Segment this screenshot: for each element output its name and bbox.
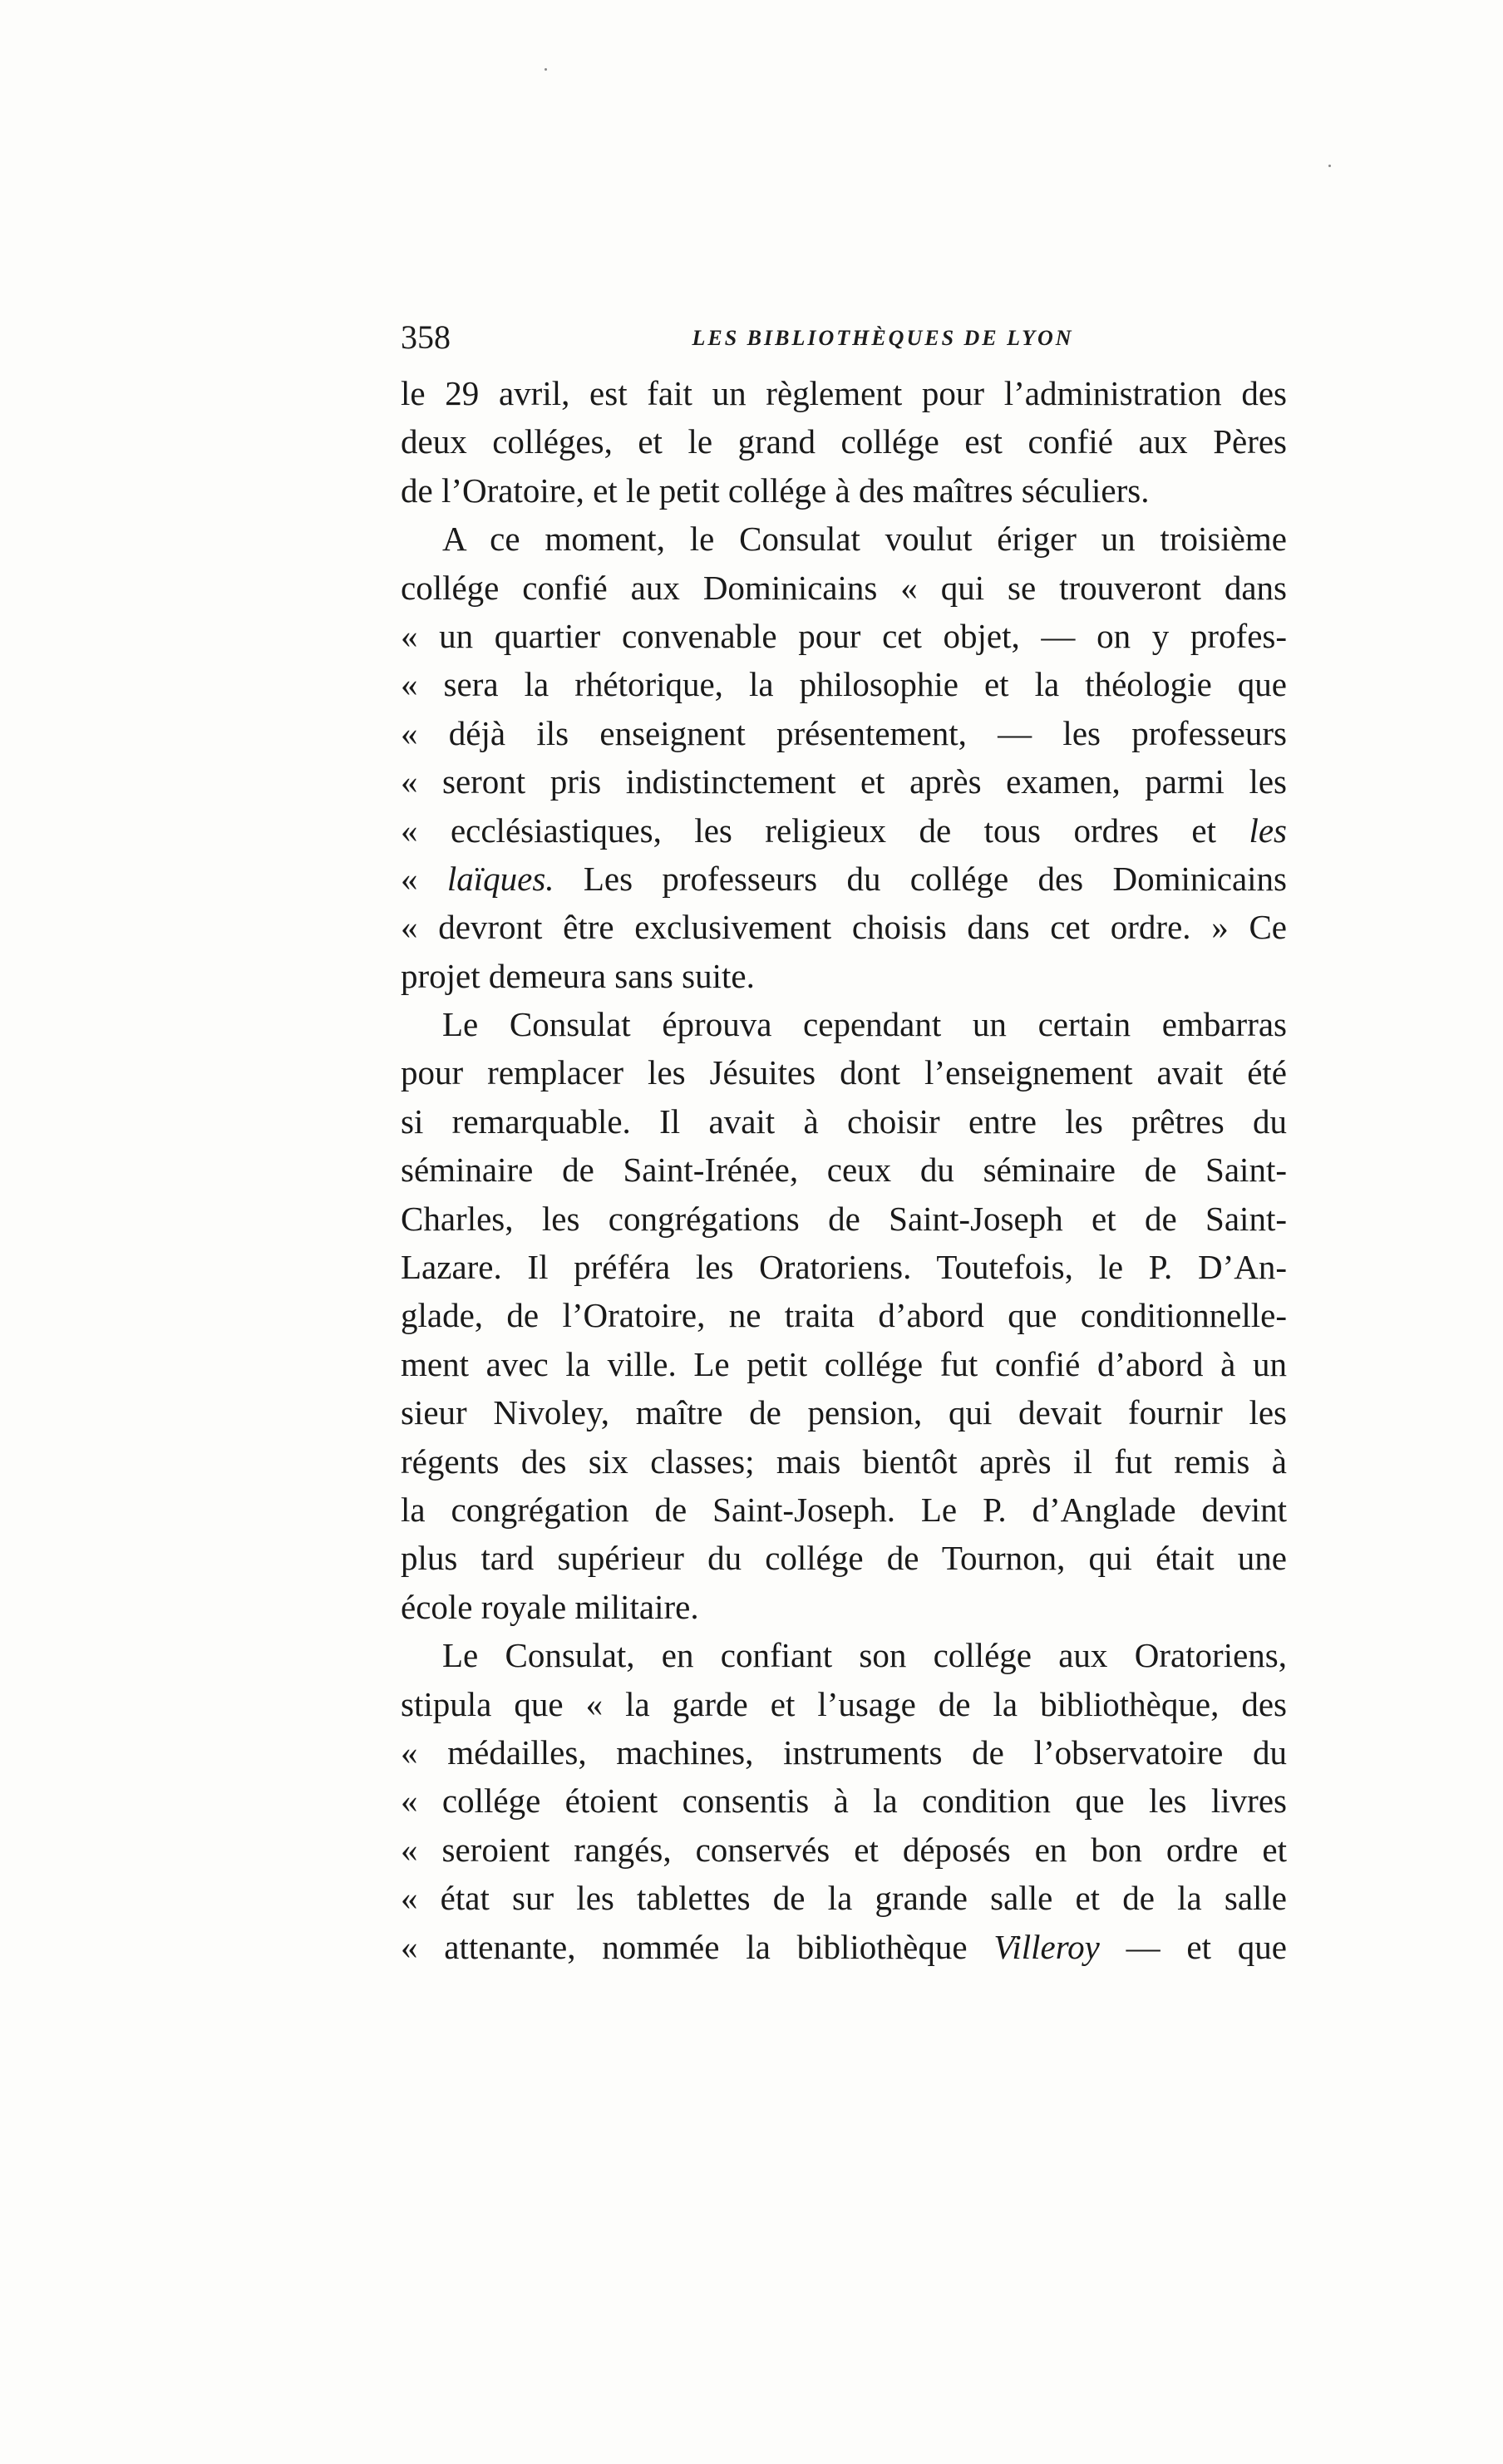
text-line: Charles, les congrégations de Saint-Joseph et de Saint- xyxy=(401,1199,1287,1238)
italic-word: laïques. xyxy=(446,859,554,898)
text-line: « médailles, machines, instruments de l’observatoire du xyxy=(401,1732,1287,1772)
text-line: sieur Nivoley, maître de pension, qui devait fournir les xyxy=(401,1393,1287,1432)
text-line: école royale militaire. xyxy=(401,1587,699,1626)
text-line: collége confié aux Dominicains « qui se trouveront dans xyxy=(401,568,1287,607)
text-line: glade, de l’Oratoire, ne traita d’abord que conditionnelle- xyxy=(401,1296,1287,1335)
text-line: Le Consulat éprouva cependant un certain embarras xyxy=(442,1005,1287,1044)
text-line: « déjà ils enseignent présentement, — les professeurs xyxy=(401,713,1287,752)
text-line: ment avec la ville. Le petit collége fut confié d’abord à un xyxy=(401,1344,1287,1383)
text-line: plus tard supérieur du collége de Tournon, qui était une xyxy=(401,1539,1287,1578)
text-line: « seront pris indistinctement et après examen, parmi les xyxy=(401,762,1287,801)
italic-word: les xyxy=(1249,811,1287,850)
text-line: pour remplacer les Jésuites dont l’enseignement avait été xyxy=(401,1053,1287,1092)
text-line: « état sur les tablettes de la grande salle et de la salle xyxy=(401,1879,1287,1918)
text-line: de l’Oratoire, et le petit collége à des maîtres séculiers. xyxy=(401,471,1150,510)
text-line: « sera la rhétorique, la philosophie et la théologie que xyxy=(401,665,1287,704)
text-line: le 29 avril, est fait un règlement pour l’administration des xyxy=(401,374,1287,412)
running-title: LES BIBLIOTHÈQUES DE LYON xyxy=(692,326,1074,350)
text-line: Lazare. Il préféra les Oratoriens. Toutefois, le P. D’An- xyxy=(401,1248,1287,1287)
text-line: stipula que « la garde et l’usage de la bibliothèque, des xyxy=(401,1684,1287,1723)
text-line: deux colléges, et le grand collége est confié aux Pères xyxy=(401,422,1287,461)
text-line: Le Consulat, en confiant son collége aux Oratoriens, xyxy=(442,1636,1287,1675)
running-head xyxy=(401,318,1290,367)
text-line: « un quartier convenable pour cet objet, — on y profes- xyxy=(401,616,1287,655)
italic-word: Villeroy xyxy=(993,1927,1100,1966)
text-line: « attenante, nommée la bibliothèque Villeroy — et que xyxy=(401,1927,1287,1966)
scan-speck xyxy=(545,68,547,71)
text-line: séminaire de Saint-Irénée, ceux du séminaire de Saint- xyxy=(401,1151,1287,1190)
scan-speck xyxy=(1328,165,1331,167)
page-number: 358 xyxy=(401,318,451,356)
text-line: régents des six classes; mais bientôt après il fut remis à xyxy=(401,1441,1287,1481)
text-line: projet demeura sans suite. xyxy=(401,956,755,995)
text-line: si remarquable. Il avait à choisir entre les prêtres du xyxy=(401,1101,1287,1141)
body-text xyxy=(401,369,1287,1971)
text-line: « devront être exclusivement choisis dans cet ordre. » Ce xyxy=(401,908,1287,947)
text-line: A ce moment, le Consulat voulut ériger un troisième xyxy=(442,520,1287,559)
text-line: « ecclésiastiques, les religieux de tous ordres et les xyxy=(401,811,1287,850)
text-line: « laïques. Les professeurs du collége des Dominicains xyxy=(401,859,1287,898)
text-line: la congrégation de Saint-Joseph. Le P. d’Anglade devint xyxy=(401,1490,1287,1529)
text-line: « seroient rangés, conservés et déposés en bon ordre et xyxy=(401,1830,1287,1869)
text-line: « collége étoient consentis à la condition que les livres xyxy=(401,1781,1287,1821)
